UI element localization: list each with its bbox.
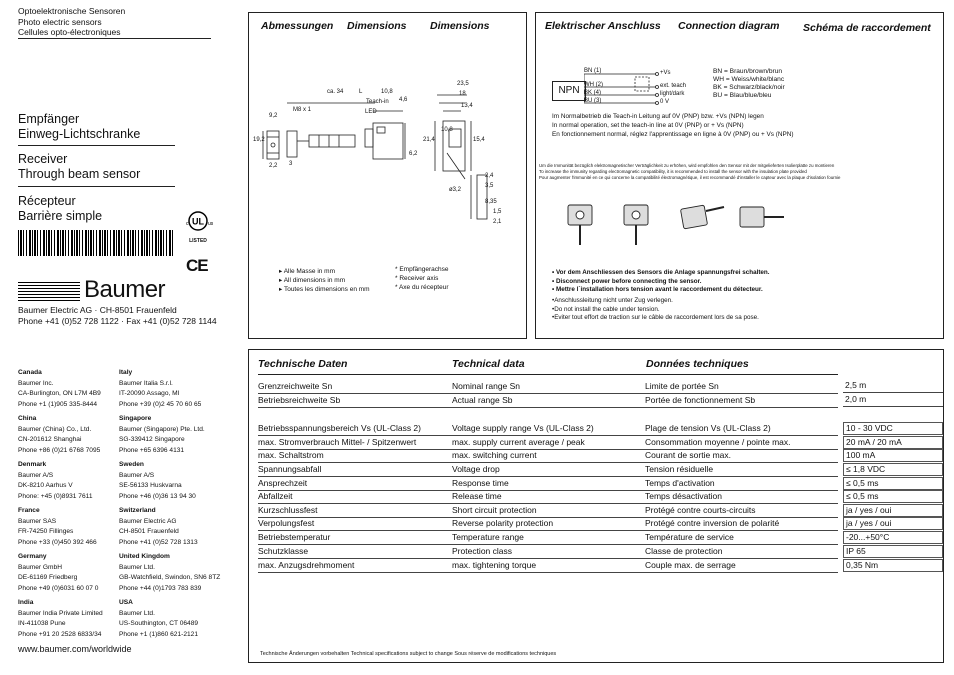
office-country: Switzerland xyxy=(119,507,156,514)
product-name-de xyxy=(18,112,140,142)
tech-cell-fr: Plage de tension Vs (UL-Class 2) xyxy=(645,423,771,433)
company-phone: Phone +41 (0)52 728 1122 · Fax +41 (0)52 728 1144 xyxy=(18,316,217,326)
office-country: Italy xyxy=(119,369,133,376)
dim-label-18: 18 xyxy=(459,91,466,97)
office-line: FR-74250 Fillinges xyxy=(18,528,74,535)
dim-label-led: LED xyxy=(365,109,377,115)
tech-cell-de: Abfallzeit xyxy=(258,491,293,501)
tech-cell-de: Betriebsreichweite Sb xyxy=(258,395,341,405)
office-line: Baumer A/S xyxy=(119,471,155,479)
tech-cell-fr: Classe de protection xyxy=(645,546,723,556)
mounting-illustrations xyxy=(562,195,802,255)
terminal-0v: 0 V xyxy=(660,99,670,105)
ul-listed-text: LISTED xyxy=(189,238,207,244)
office-line: Phone +44 (0)1793 783 839 xyxy=(119,584,202,592)
legend-bn: BN = Braun/brown/brun xyxy=(713,68,783,75)
teach-note-en: In normal operation, set the teach-in line at 0V (PNP) or + Vs (NPN) xyxy=(552,122,744,129)
dim-label-21-4: 21,4 xyxy=(423,137,435,143)
tech-cell-en: Response time xyxy=(452,478,509,488)
tech-value: ≤ 0,5 ms xyxy=(843,490,943,503)
axis-note-en: * Receiver axis xyxy=(395,275,439,282)
tech-cell-en: Actual range Sb xyxy=(452,395,513,405)
warn-bold-en: • Disconnect power before connecting the sensor. xyxy=(552,277,702,285)
header-line-fr: Cellules opto-électroniques xyxy=(18,27,121,37)
office-line: Baumer Ltd. xyxy=(119,563,155,571)
legend-wh: WH = Weiss/white/blanc xyxy=(713,76,785,83)
office-line: Phone +91 20 2528 6833/34 xyxy=(18,630,102,638)
office-line: Baumer India Private Limited xyxy=(18,609,103,617)
dim-label-13-4: 13,4 xyxy=(461,103,473,109)
dim-label-2-2: 2,2 xyxy=(269,163,278,169)
office-entry xyxy=(119,506,198,548)
tech-cell-de: Grenzreichweite Sn xyxy=(258,381,333,391)
dim-label-10-8: 10,8 xyxy=(381,89,393,95)
office-line: Baumer Ltd. xyxy=(119,609,155,617)
office-line: Baumer Inc. xyxy=(18,379,54,387)
office-country: Canada xyxy=(18,369,42,376)
tech-cell-de: Schutzklasse xyxy=(258,546,309,556)
tech-cell-en: Protection class xyxy=(452,546,512,556)
office-line: Baumer A/S xyxy=(18,471,54,479)
office-line: SE-56133 Huskvarna xyxy=(119,482,182,489)
tech-cell-de: Verpolungsfest xyxy=(258,518,315,528)
tech-cell-en: max. switching current xyxy=(452,450,537,460)
ce-mark: CE xyxy=(186,256,208,275)
teach-note-fr: En fonctionnement normal, réglez l'apprentissage en ligne à 0V (PNP) ou + Vs (NPN) xyxy=(552,131,794,138)
tech-cell-fr: Consommation moyenne / pointe max. xyxy=(645,437,791,447)
dim-label-19-2: 19,2 xyxy=(253,137,265,143)
dim-label-2-4: 2,4 xyxy=(485,173,494,179)
tech-row xyxy=(258,380,944,393)
dim-label-4-6: 4,6 xyxy=(399,97,408,103)
tech-cell-en: Voltage supply range Vs (UL-Class 2) xyxy=(452,423,594,433)
office-entry xyxy=(119,460,196,502)
office-line: Baumer Electric AG xyxy=(119,517,177,525)
tech-cell-de: Ansprechzeit xyxy=(258,478,308,488)
office-line: DE-61169 Friedberg xyxy=(18,574,78,581)
office-line: DK-8210 Aarhus V xyxy=(18,482,73,489)
dimensions-heading-de: Abmessungen xyxy=(261,20,334,32)
teach-note-de: Im Normalbetrieb die Teach-in Leitung auf 0V (PNP) bzw. +Vs (NPN) legen xyxy=(552,113,764,120)
tech-cell-en: Voltage drop xyxy=(452,464,500,474)
tech-cell-de: max. Stromverbrauch Mittel- / Spitzenwert xyxy=(258,437,417,447)
warn-de: •Anschlussleitung nicht unter Zug verlegen. xyxy=(552,297,673,304)
connection-heading-fr: Schéma de raccordement xyxy=(803,22,931,34)
tech-row xyxy=(258,449,944,462)
tech-row xyxy=(258,422,944,435)
office-country: Germany xyxy=(18,553,47,560)
office-line: CH-8501 Frauenfeld xyxy=(119,528,179,535)
tech-value: 10 - 30 VDC xyxy=(843,422,943,435)
office-line: Phone +65 6396 4131 xyxy=(119,446,185,454)
dim-label-8-35: 8,35 xyxy=(485,199,497,205)
product-de-line1: Empfänger xyxy=(18,112,80,126)
tech-value: ja / yes / oui xyxy=(843,517,943,530)
tech-value: 2,5 m xyxy=(843,380,943,393)
office-entry xyxy=(119,414,205,456)
product-en-line1: Receiver xyxy=(18,152,68,166)
tech-row xyxy=(258,477,944,490)
office-country: India xyxy=(18,599,34,606)
product-de-line2: Einweg-Lichtschranke xyxy=(18,127,141,141)
header-category xyxy=(18,6,125,38)
terminal-light-dark: light/dark xyxy=(660,91,685,97)
tech-cell-fr: Température de service xyxy=(645,532,734,542)
baumer-logo xyxy=(18,276,178,304)
office-line: GB-Watchfield, Swindon, SN6 8TZ xyxy=(119,574,221,581)
connection-heading-en: Connection diagram xyxy=(678,20,780,32)
connection-panel xyxy=(535,12,944,339)
office-country: Singapore xyxy=(119,415,152,422)
office-country: USA xyxy=(119,599,133,606)
office-country: France xyxy=(18,507,40,514)
office-line: IN-411038 Pune xyxy=(18,620,66,627)
office-line: Phone +39 (0)2 45 70 60 65 xyxy=(119,400,202,408)
tech-heading-fr: Données techniques xyxy=(646,358,749,370)
svg-text:UL: UL xyxy=(192,216,204,227)
office-line: Phone: +45 (0)8931 7611 xyxy=(18,492,93,500)
dim-label-6-2: 6,2 xyxy=(409,151,418,157)
header-line-en: Photo electric sensors xyxy=(18,16,102,27)
connection-heading-de: Elektrischer Anschluss xyxy=(545,20,661,32)
office-country: United Kingdom xyxy=(119,553,170,560)
cable-warnings xyxy=(552,297,759,323)
office-line: US-Southington, CT 06489 xyxy=(119,620,199,627)
office-line: Phone +33 (0)450 392 466 xyxy=(18,538,97,546)
tech-cell-de: max. Anzugsdrehmoment xyxy=(258,560,355,570)
tech-value: IP 65 xyxy=(843,545,943,558)
warn-en: •Do not install the cable under tension. xyxy=(552,305,660,313)
product-fr-line1: Récepteur xyxy=(18,194,76,208)
axis-note-fr: * Axe du récepteur xyxy=(395,284,449,291)
dim-label-9-2: 9,2 xyxy=(269,113,278,119)
company-address: Baumer Electric AG · CH-8501 Frauenfeld xyxy=(18,305,177,315)
tech-cell-en: Nominal range Sn xyxy=(452,381,521,391)
tech-cell-de: Spannungsabfall xyxy=(258,464,322,474)
tech-value: -20...+50°C xyxy=(843,531,943,544)
tech-row xyxy=(258,490,944,503)
tech-cell-fr: Portée de fonctionnement Sb xyxy=(645,395,756,405)
legend-bk: BK = Schwarz/black/noir xyxy=(713,84,785,91)
tech-cell-fr: Protégé contre courts-circuits xyxy=(645,505,756,515)
office-line: CA-Burlington, ON L7M 4B9 xyxy=(18,390,101,397)
warn-bold-fr: • Mettre l´installation hors tension avant le raccordement du détecteur. xyxy=(552,286,763,293)
tech-cell-de: Betriebstemperatur xyxy=(258,532,331,542)
tech-cell-en: Release time xyxy=(452,491,502,501)
baumer-logo-text: Baumer xyxy=(84,276,166,303)
receiver-axis-notes xyxy=(395,265,448,292)
emc-notes xyxy=(539,163,841,181)
product-en-line2: Through beam sensor xyxy=(18,167,141,181)
tech-cell-de: max. Schaltstrom xyxy=(258,450,324,460)
barcode xyxy=(18,230,174,256)
tech-heading-en: Technical data xyxy=(452,358,525,370)
office-line: Phone +1 (1)905 335-8444 xyxy=(18,400,98,408)
dim-label-23-5: 23,5 xyxy=(457,81,469,87)
npn-label: NPN xyxy=(552,81,586,101)
product-name-fr xyxy=(18,194,102,224)
dim-label-ca34: ca. 34 xyxy=(327,89,344,95)
tech-row xyxy=(258,463,944,476)
office-country: Denmark xyxy=(18,461,47,468)
tech-cell-en: Temperature range xyxy=(452,532,524,542)
units-en: All dimensions in mm xyxy=(283,277,346,284)
tech-cell-en: Reverse polarity protection xyxy=(452,518,554,528)
office-line: Baumer (China) Co., Ltd. xyxy=(18,425,92,433)
tech-cell-de: Betriebsspannungsbereich Vs (UL-Class 2) xyxy=(258,423,421,433)
ul-listed-logo xyxy=(183,210,213,242)
color-legend xyxy=(713,68,785,100)
emc-note-de: Um die Immunität bezüglich elektromagnetischer Verträglichkeit zu erhöhen, wird empfohlen den Sensor mit der mitgelieferten Isolierplatte zu montieren xyxy=(539,163,835,168)
svg-text:us: us xyxy=(208,221,213,227)
emc-note-en: To increase the immunity regarding electromagnetic compatibility, it is recommended to install the sensor with the insulation plate provided xyxy=(539,169,807,174)
office-entry xyxy=(119,368,201,410)
website-link[interactable]: www.baumer.com/worldwide xyxy=(18,644,132,654)
dim-label-teach-in: Teach-in xyxy=(366,99,389,105)
office-line: Baumer (Singapore) Pte. Ltd. xyxy=(119,425,205,433)
tech-value: 20 mA / 20 mA xyxy=(843,436,943,449)
office-entry xyxy=(18,414,100,456)
axis-note-de: * Empfängerachse xyxy=(395,266,449,273)
dim-label-l: L xyxy=(359,89,363,95)
office-line: Baumer GmbH xyxy=(18,563,62,571)
tech-cell-fr: Temps d'activation xyxy=(645,478,715,488)
office-entry xyxy=(18,552,98,594)
tech-cell-en: max. supply current average / peak xyxy=(452,437,585,447)
warn-fr: •Eviter tout effort de traction sur le câble de raccordement lors de sa pose. xyxy=(552,314,759,321)
product-name-en xyxy=(18,152,140,182)
office-entry xyxy=(18,368,101,410)
wire-bn: BN (1) xyxy=(584,68,602,74)
dimension-units-list: ▸ Alle Masse in mm ▸ All dimensions in mm ▸ Toutes les dimensions en mm xyxy=(279,268,370,293)
dim-label-3: 3 xyxy=(289,161,293,167)
dim-label-1-5: 1,5 xyxy=(493,209,502,215)
office-line: Phone +41 (0)52 728 1313 xyxy=(119,538,198,546)
teach-in-notes xyxy=(552,112,794,139)
tech-footer: Technische Änderungen vorbehalten Technical specifications subject to change Sous réserve de modifications techniques xyxy=(260,651,557,657)
wire-bu: BU (3) xyxy=(584,98,602,104)
tech-row xyxy=(258,531,944,544)
tech-value: ≤ 0,5 ms xyxy=(843,477,943,490)
warn-bold-de: • Vor dem Anschliessen des Sensors die Anlage spannungsfrei schalten. xyxy=(552,269,770,276)
tech-value: 100 mA xyxy=(843,449,943,462)
tech-row xyxy=(258,436,944,449)
tech-cell-en: Short circuit protection xyxy=(452,505,537,515)
header-line-de: Optoelektronische Sensoren xyxy=(18,6,126,16)
dimensions-heading-en: Dimensions xyxy=(347,20,407,32)
tech-row xyxy=(258,394,944,407)
svg-text:c: c xyxy=(186,221,189,227)
office-entry xyxy=(18,506,97,548)
office-country: Sweden xyxy=(119,461,144,468)
tech-cell-de: Kurzschlussfest xyxy=(258,505,318,515)
tech-cell-fr: Couple max. de serrage xyxy=(645,560,736,570)
dim-label-15-4: 15,4 xyxy=(473,137,485,143)
office-line: CN-201612 Shanghai xyxy=(18,436,82,443)
company-contact xyxy=(18,305,217,327)
office-entry xyxy=(119,598,198,640)
dimensions-panel xyxy=(248,12,527,339)
tech-cell-fr: Temps désactivation xyxy=(645,491,723,501)
office-line: Baumer Italia S.r.l. xyxy=(119,379,173,387)
dim-label-d3-2: ø3,2 xyxy=(449,187,462,193)
dim-label-10-8b: 10,8 xyxy=(441,127,453,133)
office-line: Phone +49 (0)6031 60 07 0 xyxy=(18,584,99,592)
tech-cell-en: max. tightening torque xyxy=(452,560,537,570)
terminal-teach: ext. teach xyxy=(660,83,687,89)
tech-value: ≤ 1,8 VDC xyxy=(843,463,943,476)
office-entry xyxy=(18,460,93,502)
office-entry xyxy=(119,552,220,594)
dim-label-3-5: 3,5 xyxy=(485,183,494,189)
emc-note-fr: Pour augmenter l'immunité en ce qui concerne la compatibilité électromagnétique, il est recommandé d'installer le capteur avec la plaque d'isolation fournie xyxy=(539,175,841,180)
office-line: SG-339412 Singapore xyxy=(119,436,185,443)
units-de: Alle Masse in mm xyxy=(283,268,336,275)
dim-label-m8: M8 x 1 xyxy=(293,107,312,113)
tech-heading-de: Technische Daten xyxy=(258,358,348,370)
tech-row xyxy=(258,545,944,558)
tech-row xyxy=(258,504,944,517)
tech-row xyxy=(258,559,944,572)
office-entry xyxy=(18,598,103,640)
power-warnings xyxy=(552,269,770,295)
dimensions-heading-fr: Dimensions xyxy=(430,20,490,32)
tech-cell-fr: Limite de portée Sn xyxy=(645,381,719,391)
terminal-vs: +Vs xyxy=(660,70,671,76)
wire-wh: WH (2) xyxy=(584,82,603,88)
tech-cell-fr: Courant de sortie max. xyxy=(645,450,731,460)
office-line: Phone +1 (1)860 621-2121 xyxy=(119,630,199,638)
office-line: Phone +46 (0)36 13 94 30 xyxy=(119,492,196,500)
units-fr: Toutes les dimensions en mm xyxy=(283,286,370,293)
office-line: Phone +86 (0)21 6768 7095 xyxy=(18,446,101,454)
tech-row xyxy=(258,517,944,530)
tech-cell-fr: Protégé contre inversion de polarité xyxy=(645,518,780,528)
dim-label-2-1: 2,1 xyxy=(493,219,502,225)
tech-value: 2,0 m xyxy=(843,394,943,407)
wire-bk: BK (4) xyxy=(584,90,602,96)
office-line: Baumer SAS xyxy=(18,517,57,525)
office-line: IT-20090 Assago, MI xyxy=(119,390,180,397)
legend-bu: BU = Blau/blue/bleu xyxy=(713,92,772,99)
tech-value: 0,35 Nm xyxy=(843,559,943,572)
office-country: China xyxy=(18,415,37,422)
tech-cell-fr: Tension résiduelle xyxy=(645,464,714,474)
product-fr-line2: Barrière simple xyxy=(18,209,103,223)
tech-value: ja / yes / oui xyxy=(843,504,943,517)
